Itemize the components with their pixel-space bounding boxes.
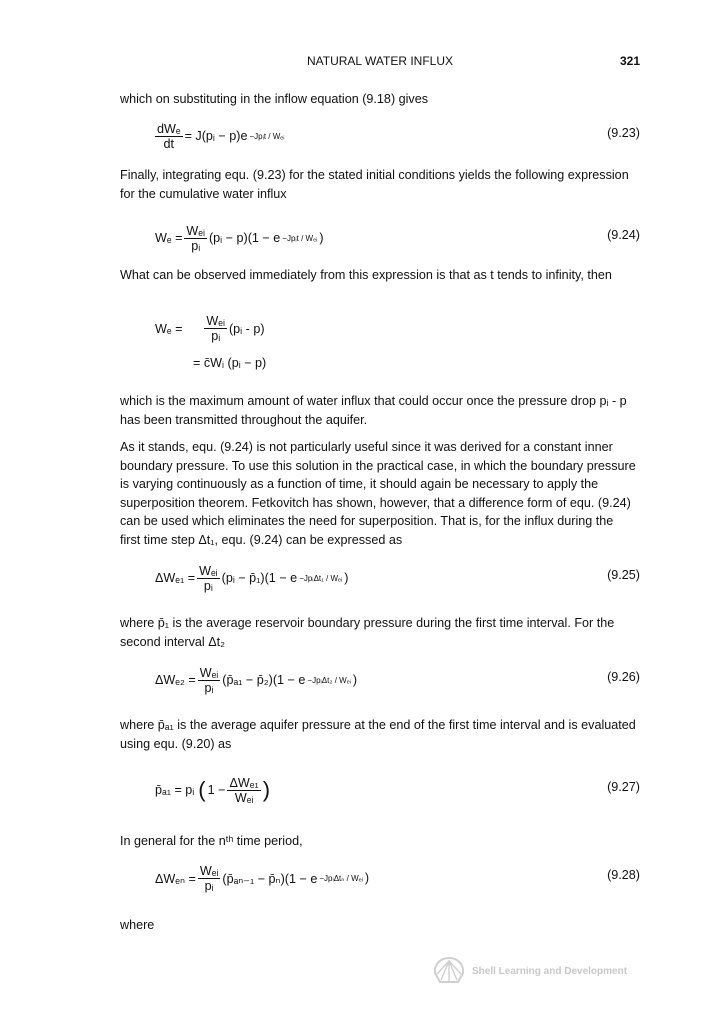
eq927-num: ΔWₑ₁	[229, 775, 259, 790]
paragraph-5: As it stands, equ. (9.24) is not particularly useful since it was derived for a constant inner boundary pressure. To use this solution in the practical case, in which the boundary pressure is varying continuously as a function of time, it should again be necessary to apply the superposition theorem. Fetkovitch has shown, however, that a difference form of equ. (9.24) can be used which eliminates the need for superposition. That is, for the influx during the first time step Δt₁, equ. (9.24) can be expressed as	[120, 440, 636, 547]
eq926-num: Wₑᵢ	[199, 665, 219, 680]
watermark-text: Shell Learning and Development	[472, 965, 628, 977]
eqinf-lhs: Wₑ =	[155, 321, 183, 336]
eq926-rhs: (p̄ₐ₁ − p̄₂)(1 − e	[222, 673, 306, 687]
shell-logo-icon	[432, 956, 466, 986]
eq924-exp: −Jpᵢt / Wₑᵢ	[282, 233, 318, 243]
page-header	[120, 54, 640, 72]
eq925-lhs: ΔWₑ₁ =	[155, 571, 196, 585]
eq928-exp: −JpᵢΔtₙ / Wₑᵢ	[319, 873, 363, 883]
eq927-rhs-pre: 1 −	[207, 783, 226, 797]
eq925-num: Wₑᵢ	[199, 563, 218, 578]
equation-9-28	[155, 858, 640, 898]
paragraph-3: What can be observed immediately from this expression is that as t tends to infinity, then	[120, 268, 612, 282]
equation-infinity	[155, 314, 640, 374]
eq926-den: pᵢ	[204, 680, 214, 695]
eq926-close: )	[352, 673, 358, 687]
eq923-lhs-den: dt	[163, 136, 175, 151]
eq924-number: (9.24)	[607, 228, 640, 242]
equation-9-24	[155, 218, 640, 258]
eq924-lhs: Wₑ =	[155, 231, 183, 245]
equation-9-25	[155, 558, 640, 598]
eq926-lhs: ΔWₑ₂ =	[155, 673, 196, 687]
eq923-lhs-num: dWₑ	[157, 121, 181, 136]
equation-9-26	[155, 660, 640, 700]
page-number: 321	[619, 54, 640, 68]
paragraph-7: where p̄ₐ₁ is the average aquifer pressure at the end of the first time interval and is evaluated using equ. (9.20) as	[120, 718, 636, 751]
eq925-den: pᵢ	[203, 578, 213, 593]
eq927-den: Wₑᵢ	[234, 790, 254, 805]
eq926-exp: −JpᵢΔt₂ / Wₑᵢ	[307, 675, 351, 685]
eq923-number: (9.23)	[607, 126, 640, 140]
eqinf-num: Wₑᵢ	[206, 314, 225, 328]
paragraph-8: In general for the nᵗʰ time period,	[120, 834, 303, 848]
footer-watermark	[432, 956, 642, 986]
eq923-rhs: = J(pᵢ − p)e	[184, 129, 248, 143]
eq923-exp: −Jpᵢt / Wₑᵢ	[249, 131, 285, 141]
eqinf-den: pᵢ	[211, 329, 221, 343]
eq928-number: (9.28)	[607, 868, 640, 882]
eq928-rhs: (p̄ₐₙ₋₁ − p̄ₙ)(1 − e	[222, 871, 318, 886]
eq928-lhs: ΔWₑₙ =	[155, 871, 196, 886]
eq925-exp: −JpᵢΔt₁ / Wₑᵢ	[299, 573, 343, 583]
paragraph-9: where	[120, 918, 155, 932]
eq925-number: (9.25)	[607, 568, 640, 582]
paragraph-6: where p̄₁ is the average reservoir boundary pressure during the first time interval. For the second interval Δt₂	[120, 616, 615, 649]
eqinf-line2: = c̄Wᵢ (pᵢ − p)	[193, 356, 267, 370]
eqinf-rhs: (pᵢ - p)	[228, 321, 265, 336]
eq927-number: (9.27)	[607, 780, 640, 794]
equation-9-27: p̄ₐ₁ = pᵢ ( 1 − $\frac{\text{ΔWₑ₁}}{\text{Wₑᵢ}}$ ) (9.27)	[155, 775, 640, 805]
eq924-num: Wₑᵢ	[186, 223, 205, 238]
eq925-close: )	[344, 571, 349, 585]
eq924-den: pᵢ	[191, 238, 201, 253]
equation-9-23	[155, 116, 640, 156]
eq924-rhs: (pᵢ − p)(1 − e	[208, 231, 281, 245]
paragraph-2: Finally, integrating equ. (9.23) for the stated initial conditions yields the following expression for the cumulative water influx	[120, 168, 629, 201]
eq928-den: pᵢ	[204, 878, 214, 893]
eq926-number: (9.26)	[607, 670, 640, 684]
eq924-close: )	[319, 231, 324, 245]
paragraph-1: which on substituting in the inflow equation (9.18) gives	[120, 92, 429, 106]
running-title: NATURAL WATER INFLUX	[306, 54, 453, 68]
paragraph-4: which is the maximum amount of water influx that could occur once the pressure drop pᵢ - p has been transmitted throughout the aquifer.	[120, 394, 627, 427]
eq928-num: Wₑᵢ	[199, 863, 219, 878]
eq927-lhs: p̄ₐ₁ = pᵢ	[155, 783, 195, 797]
eq928-close: )	[364, 871, 370, 885]
eq925-rhs: (pᵢ − p̄₁)(1 − e	[221, 571, 298, 585]
